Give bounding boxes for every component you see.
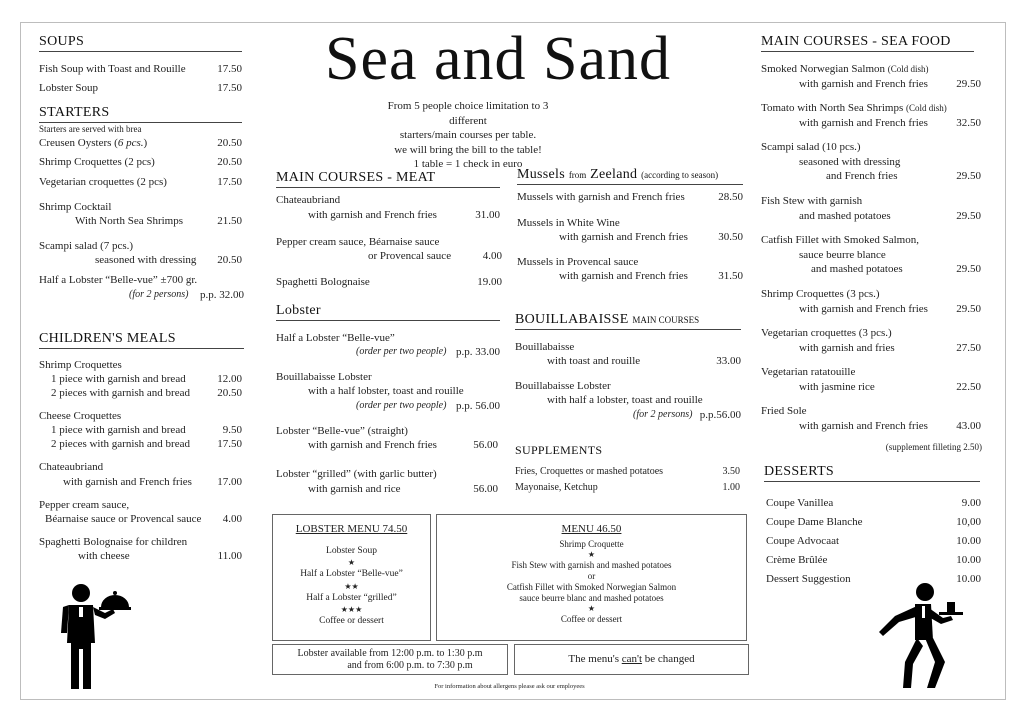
- course-line: Catfish Fillet with Smoked Norwegian Salmon: [506, 582, 677, 592]
- intro-line: we will bring the bill to the table!: [394, 143, 542, 156]
- cant-change-box: [514, 644, 749, 675]
- desserts-heading: DESSERTS: [764, 464, 980, 482]
- course-line: Half a Lobster “Belle-vue”: [300, 569, 403, 580]
- star-divider: ★: [587, 550, 596, 559]
- menu-4650-title: MENU 46.50: [561, 523, 622, 535]
- intro-line: starters/main courses per table.: [399, 129, 537, 142]
- running-waiter-with-tray-icon: [875, 582, 965, 692]
- menu-item: Pepper cream sauce, Béarnaise sauce: [276, 236, 440, 248]
- menu-item: Bouillabaisse: [515, 341, 575, 353]
- intro-text: [370, 99, 566, 172]
- menu-item: Catfish Fillet with Smoked Salmon,: [761, 234, 919, 246]
- menu-item: Chateaubriand: [276, 194, 341, 206]
- menu-item: Shrimp Croquettes (3 pcs.): [761, 288, 880, 300]
- lobster-menu-box: [272, 514, 431, 641]
- starters-note: Starters are served with brea: [39, 124, 142, 134]
- starters-heading: STARTERS: [39, 105, 242, 123]
- star-divider: ★: [347, 558, 356, 568]
- menu-item: Vegetarian ratatouille: [761, 366, 856, 378]
- intro-line: 1 table = 1 check in euro: [413, 158, 523, 171]
- menu-item: Scampi salad (10 pcs.): [761, 141, 861, 153]
- course-line: Coffee or dessert: [319, 616, 384, 627]
- allergen-note: For information about allergens please ask our employees: [434, 683, 585, 690]
- intro-line: From 5 people choice limitation to 3 different: [387, 100, 549, 127]
- course-line: Lobster Soup: [326, 546, 377, 556]
- menu-item: Fried Sole: [761, 405, 807, 417]
- menu-item: Tomato with North Sea Shrimps (Cold dish): [761, 102, 947, 114]
- menu-item: Mussels in Provencal sauce: [517, 256, 639, 268]
- children-heading: CHILDREN'S MEALS: [39, 331, 244, 349]
- restaurant-title: Sea and Sand: [325, 25, 672, 93]
- menu-item: Lobster “Belle-vue” (straight): [276, 425, 408, 437]
- lobster-menu-title: LOBSTER MENU 74.50: [295, 523, 408, 535]
- star-divider: ★: [587, 604, 596, 613]
- course-line: Fish Stew with garnish and mashed potatoes: [511, 560, 672, 570]
- menu-item: Lobster “grilled” (with garlic butter): [276, 468, 437, 480]
- menu-item: Shrimp Croquettes: [39, 359, 122, 371]
- course-line: or: [587, 571, 596, 581]
- menu-item: Bouillabaisse Lobster: [276, 371, 372, 383]
- menu-item: Smoked Norwegian Salmon (Cold dish): [761, 63, 929, 75]
- course-line: Coffee or dessert: [560, 614, 623, 624]
- supplement-note: (supplement filleting 2.50): [885, 442, 982, 452]
- menu-item: Chateaubriand: [39, 461, 104, 473]
- cant-change-text: The menu's can't be changed: [568, 653, 695, 665]
- course-line: Shrimp Croquette: [559, 539, 624, 549]
- lobster-heading: Lobster: [276, 303, 500, 321]
- menu-item: Pepper cream sauce,: [39, 499, 130, 511]
- availability-line: Lobster available from 12:00 p.m. to 1:30 p.m: [297, 648, 483, 659]
- menu-item: Mussels in White Wine: [517, 217, 620, 229]
- menu-item: Spaghetti Bolognaise for children: [39, 536, 188, 548]
- star-divider: ★★★: [340, 605, 363, 615]
- course-line: Half a Lobster “grilled”: [306, 592, 397, 603]
- availability-box: [272, 644, 508, 675]
- meat-heading: MAIN COURSES - MEAT: [276, 170, 500, 188]
- seafood-heading: MAIN COURSES - SEA FOOD: [761, 34, 974, 52]
- waiter-with-cloche-icon: [55, 583, 135, 691]
- star-divider: ★★: [344, 581, 359, 591]
- menu-item: Bouillabaisse Lobster: [515, 380, 611, 392]
- supplements-heading: SUPPLEMENTS: [515, 443, 603, 457]
- menu-4650-box: [436, 514, 747, 641]
- availability-line: and from 6:00 p.m. to 7:30 p.m: [347, 660, 473, 672]
- menu-item: Cheese Croquettes: [39, 410, 122, 422]
- bouillabaisse-heading: BOUILLABAISSE MAIN COURSES: [515, 312, 741, 330]
- menu-item: Fish Stew with garnish: [761, 195, 863, 207]
- menu-item: Vegetarian croquettes (3 pcs.): [761, 327, 892, 339]
- menu-item: Half a Lobster “Belle-vue”: [276, 332, 395, 344]
- soups-heading: SOUPS: [39, 34, 242, 52]
- mussels-heading: Mussels from Zeeland (according to season): [517, 167, 743, 185]
- course-line: sauce beurre blanc and mashed potatoes: [519, 593, 664, 603]
